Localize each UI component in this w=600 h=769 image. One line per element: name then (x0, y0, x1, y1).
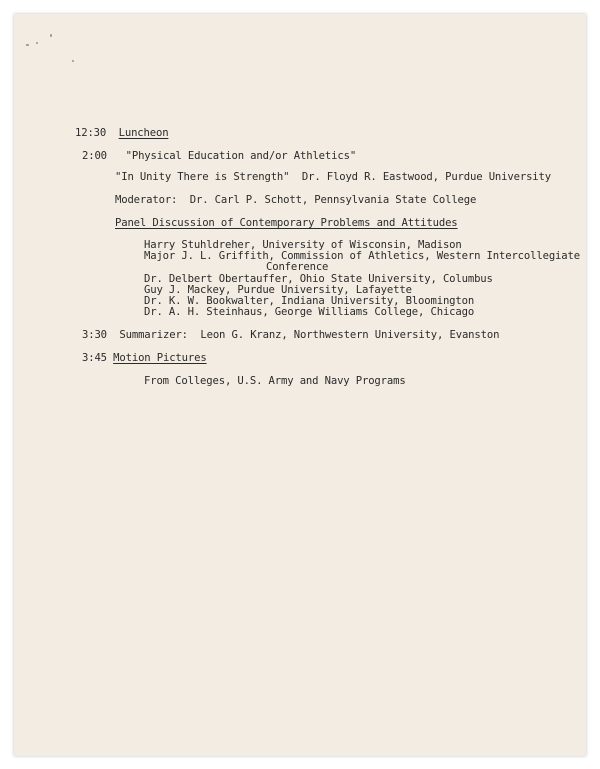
films-time: 3:45 (82, 352, 107, 364)
panel-member (144, 307, 474, 318)
summary-label: Summarizer: (119, 329, 188, 341)
summary-time: 3:30 (82, 329, 107, 341)
panel-heading (115, 218, 458, 229)
panel-member-text: Dr. A. H. Steinhaus, George Williams College, Chicago (144, 306, 475, 318)
paper-speck (26, 44, 29, 46)
films-line (82, 353, 207, 364)
panel-member-text: Dr. K. W. Bookwalter, Indiana University, Bloomington (144, 295, 475, 307)
panel-member-text: Major J. L. Griffith, Commission of Athletics, Western Intercollegiate (144, 250, 580, 262)
session-title: "Physical Education and/or Athletics" (125, 150, 357, 162)
films-title: Motion Pictures (113, 352, 207, 364)
summary-line (82, 330, 499, 341)
panel-member-text: Dr. Delbert Obertauffer, Ohio State University, Columbus (144, 273, 493, 285)
films-note: From Colleges, U.S. Army and Navy Programs (144, 375, 406, 387)
moderator-name: Dr. Carl P. Schott, Pennsylvania State College (189, 194, 477, 206)
panel-member-text: Conference (266, 261, 329, 273)
luncheon-line (75, 128, 168, 139)
panel-member-text: Harry Stuhldreher, University of Wisconsin, Madison (144, 239, 462, 251)
summary-name: Leon G. Kranz, Northwestern University, Evanston (200, 329, 500, 341)
panel-member-continuation (266, 262, 328, 273)
films-note-line (144, 376, 406, 387)
luncheon-title: Luncheon (118, 127, 169, 139)
panel-member-text: Guy J. Mackey, Purdue University, Lafayette (144, 284, 412, 296)
moderator-line (115, 195, 476, 206)
session-line (82, 151, 356, 162)
panel-heading-text: Panel Discussion of Contemporary Problems and Attitudes (115, 217, 458, 229)
luncheon-time: 12:30 (75, 127, 107, 139)
paper-speck (36, 42, 38, 44)
paper-speck (50, 34, 52, 37)
session-time: 2:00 (82, 150, 107, 162)
address-speaker: Dr. Floyd R. Eastwood, Purdue University (301, 171, 551, 183)
panel-member (144, 251, 580, 262)
moderator-label: Moderator: (115, 194, 178, 206)
address-line (115, 172, 551, 183)
paper-speck (72, 60, 74, 62)
address-title: "In Unity There is Strength" (115, 171, 290, 183)
